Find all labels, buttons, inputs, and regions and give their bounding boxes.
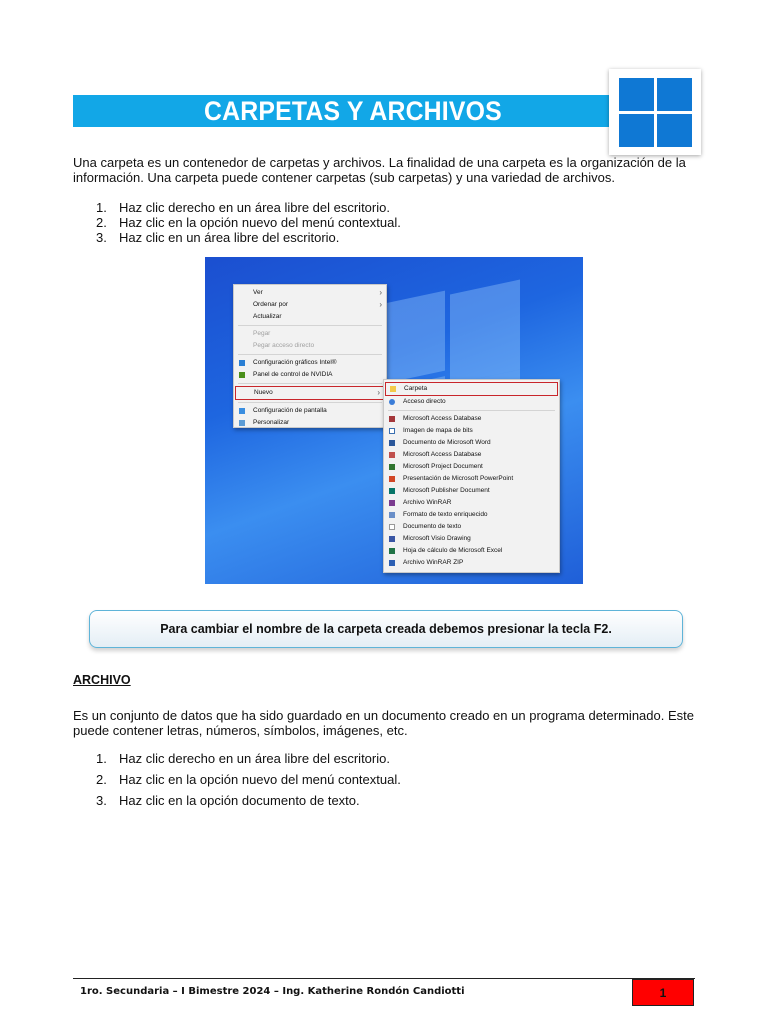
- new-submenu: [383, 379, 560, 573]
- list-item: 3. Haz clic en la opción documento de texto.: [96, 793, 360, 808]
- bitmap-icon: [389, 428, 395, 434]
- title-banner: [73, 95, 633, 127]
- submenu-item-word[interactable]: Documento de Microsoft Word: [384, 437, 559, 449]
- menu-item-ver[interactable]: Ver ›: [253, 288, 382, 297]
- footer-divider: [73, 978, 695, 979]
- submenu-item-acceso[interactable]: Acceso directo: [384, 396, 559, 408]
- access-icon: [389, 452, 395, 458]
- rich-text-icon: [389, 512, 395, 518]
- menu-item-pegar: Pegar: [253, 330, 271, 337]
- visio-icon: [389, 536, 395, 542]
- nvidia-icon: [239, 372, 245, 378]
- page-title: CARPETAS Y ARCHIVOS: [204, 95, 502, 126]
- access-icon: [389, 416, 395, 422]
- submenu-item-visio[interactable]: Microsoft Visio Drawing: [384, 533, 559, 545]
- submenu-item-zip[interactable]: Archivo WinRAR ZIP: [384, 557, 559, 569]
- windows-logo-icon: [609, 69, 701, 155]
- menu-item-pegar-acceso: Pegar acceso directo: [253, 342, 315, 349]
- menu-divider: [238, 354, 382, 355]
- list-item: 1. Haz clic derecho en un área libre del escritorio.: [96, 200, 390, 215]
- intro-paragraph: Una carpeta es un contenedor de carpetas y archivos. La finalidad de una carpeta es la organización de la información. Una carpeta puede contener carpetas (sub carpetas) y una variedad de archivos.: [73, 155, 686, 185]
- footer-text: 1ro. Secundaria – I Bimestre 2024 – Ing. Katherine Rondón Candiotti: [80, 986, 465, 997]
- list-item: 1. Haz clic derecho en un área libre del escritorio.: [96, 751, 390, 766]
- submenu-item-rtf[interactable]: Formato de texto enriquecido: [384, 509, 559, 521]
- submenu-item-publisher[interactable]: Microsoft Publisher Document: [384, 485, 559, 497]
- winrar-icon: [389, 500, 395, 506]
- submenu-item-txt[interactable]: Documento de texto: [384, 521, 559, 533]
- menu-divider: [238, 325, 382, 326]
- submenu-item-bitmap[interactable]: Imagen de mapa de bits: [384, 425, 559, 437]
- submenu-item-excel[interactable]: Hoja de cálculo de Microsoft Excel: [384, 545, 559, 557]
- menu-divider: [388, 410, 555, 411]
- submenu-item-access-2[interactable]: Microsoft Access Database: [384, 449, 559, 461]
- archivo-paragraph: Es un conjunto de datos que ha sido guardado en un documento creado en un programa determinado. Este puede contener letras, números, símbolos, imágenes, etc.: [73, 708, 694, 738]
- personalize-icon: [239, 420, 245, 426]
- menu-divider: [238, 402, 382, 403]
- menu-item-intel[interactable]: Configuración gráficos Intel®: [234, 357, 386, 369]
- submenu-item-winrar[interactable]: Archivo WinRAR: [384, 497, 559, 509]
- menu-item-nvidia[interactable]: Panel de control de NVIDIA: [234, 369, 386, 381]
- list-item: 3. Haz clic en un área libre del escritorio.: [96, 230, 340, 245]
- steps-list-archivo: [96, 751, 656, 814]
- menu-item-actualizar[interactable]: Actualizar: [253, 313, 282, 320]
- menu-item-ordenar[interactable]: Ordenar por ›: [253, 300, 382, 309]
- submenu-item-powerpoint[interactable]: Presentación de Microsoft PowerPoint: [384, 473, 559, 485]
- submenu-item-project[interactable]: Microsoft Project Document: [384, 461, 559, 473]
- folder-icon: [390, 386, 396, 392]
- menu-item-nuevo[interactable]: Nuevo ›: [235, 386, 385, 400]
- chevron-right-icon: ›: [379, 288, 382, 297]
- list-item: 2. Haz clic en la opción nuevo del menú contextual.: [96, 772, 401, 787]
- excel-icon: [389, 548, 395, 554]
- menu-divider: [238, 383, 382, 384]
- chevron-right-icon: ›: [379, 300, 382, 309]
- steps-list-carpeta: [96, 200, 656, 245]
- project-icon: [389, 464, 395, 470]
- shortcut-icon: [389, 399, 395, 405]
- publisher-icon: [389, 488, 395, 494]
- winrar-zip-icon: [389, 560, 395, 566]
- submenu-item-carpeta[interactable]: Carpeta: [385, 382, 558, 396]
- menu-item-personalizar[interactable]: Personalizar: [234, 417, 386, 429]
- submenu-item-access[interactable]: Microsoft Access Database: [384, 413, 559, 425]
- tip-text: Para cambiar el nombre de la carpeta creada debemos presionar la tecla F2.: [160, 622, 612, 636]
- powerpoint-icon: [389, 476, 395, 482]
- section-heading: ARCHIVO: [73, 673, 131, 687]
- intel-graphics-icon: [239, 360, 245, 366]
- menu-item-config-pantalla[interactable]: Configuración de pantalla: [234, 405, 386, 417]
- list-item: 2. Haz clic en la opción nuevo del menú contextual.: [96, 215, 401, 230]
- context-menu: [233, 284, 387, 428]
- chevron-right-icon: ›: [377, 388, 380, 397]
- desktop-screenshot: [205, 257, 583, 584]
- text-document-icon: [389, 524, 395, 530]
- word-icon: [389, 440, 395, 446]
- page-number: 1: [632, 979, 694, 1006]
- tip-callout: [89, 610, 683, 648]
- display-icon: [239, 408, 245, 414]
